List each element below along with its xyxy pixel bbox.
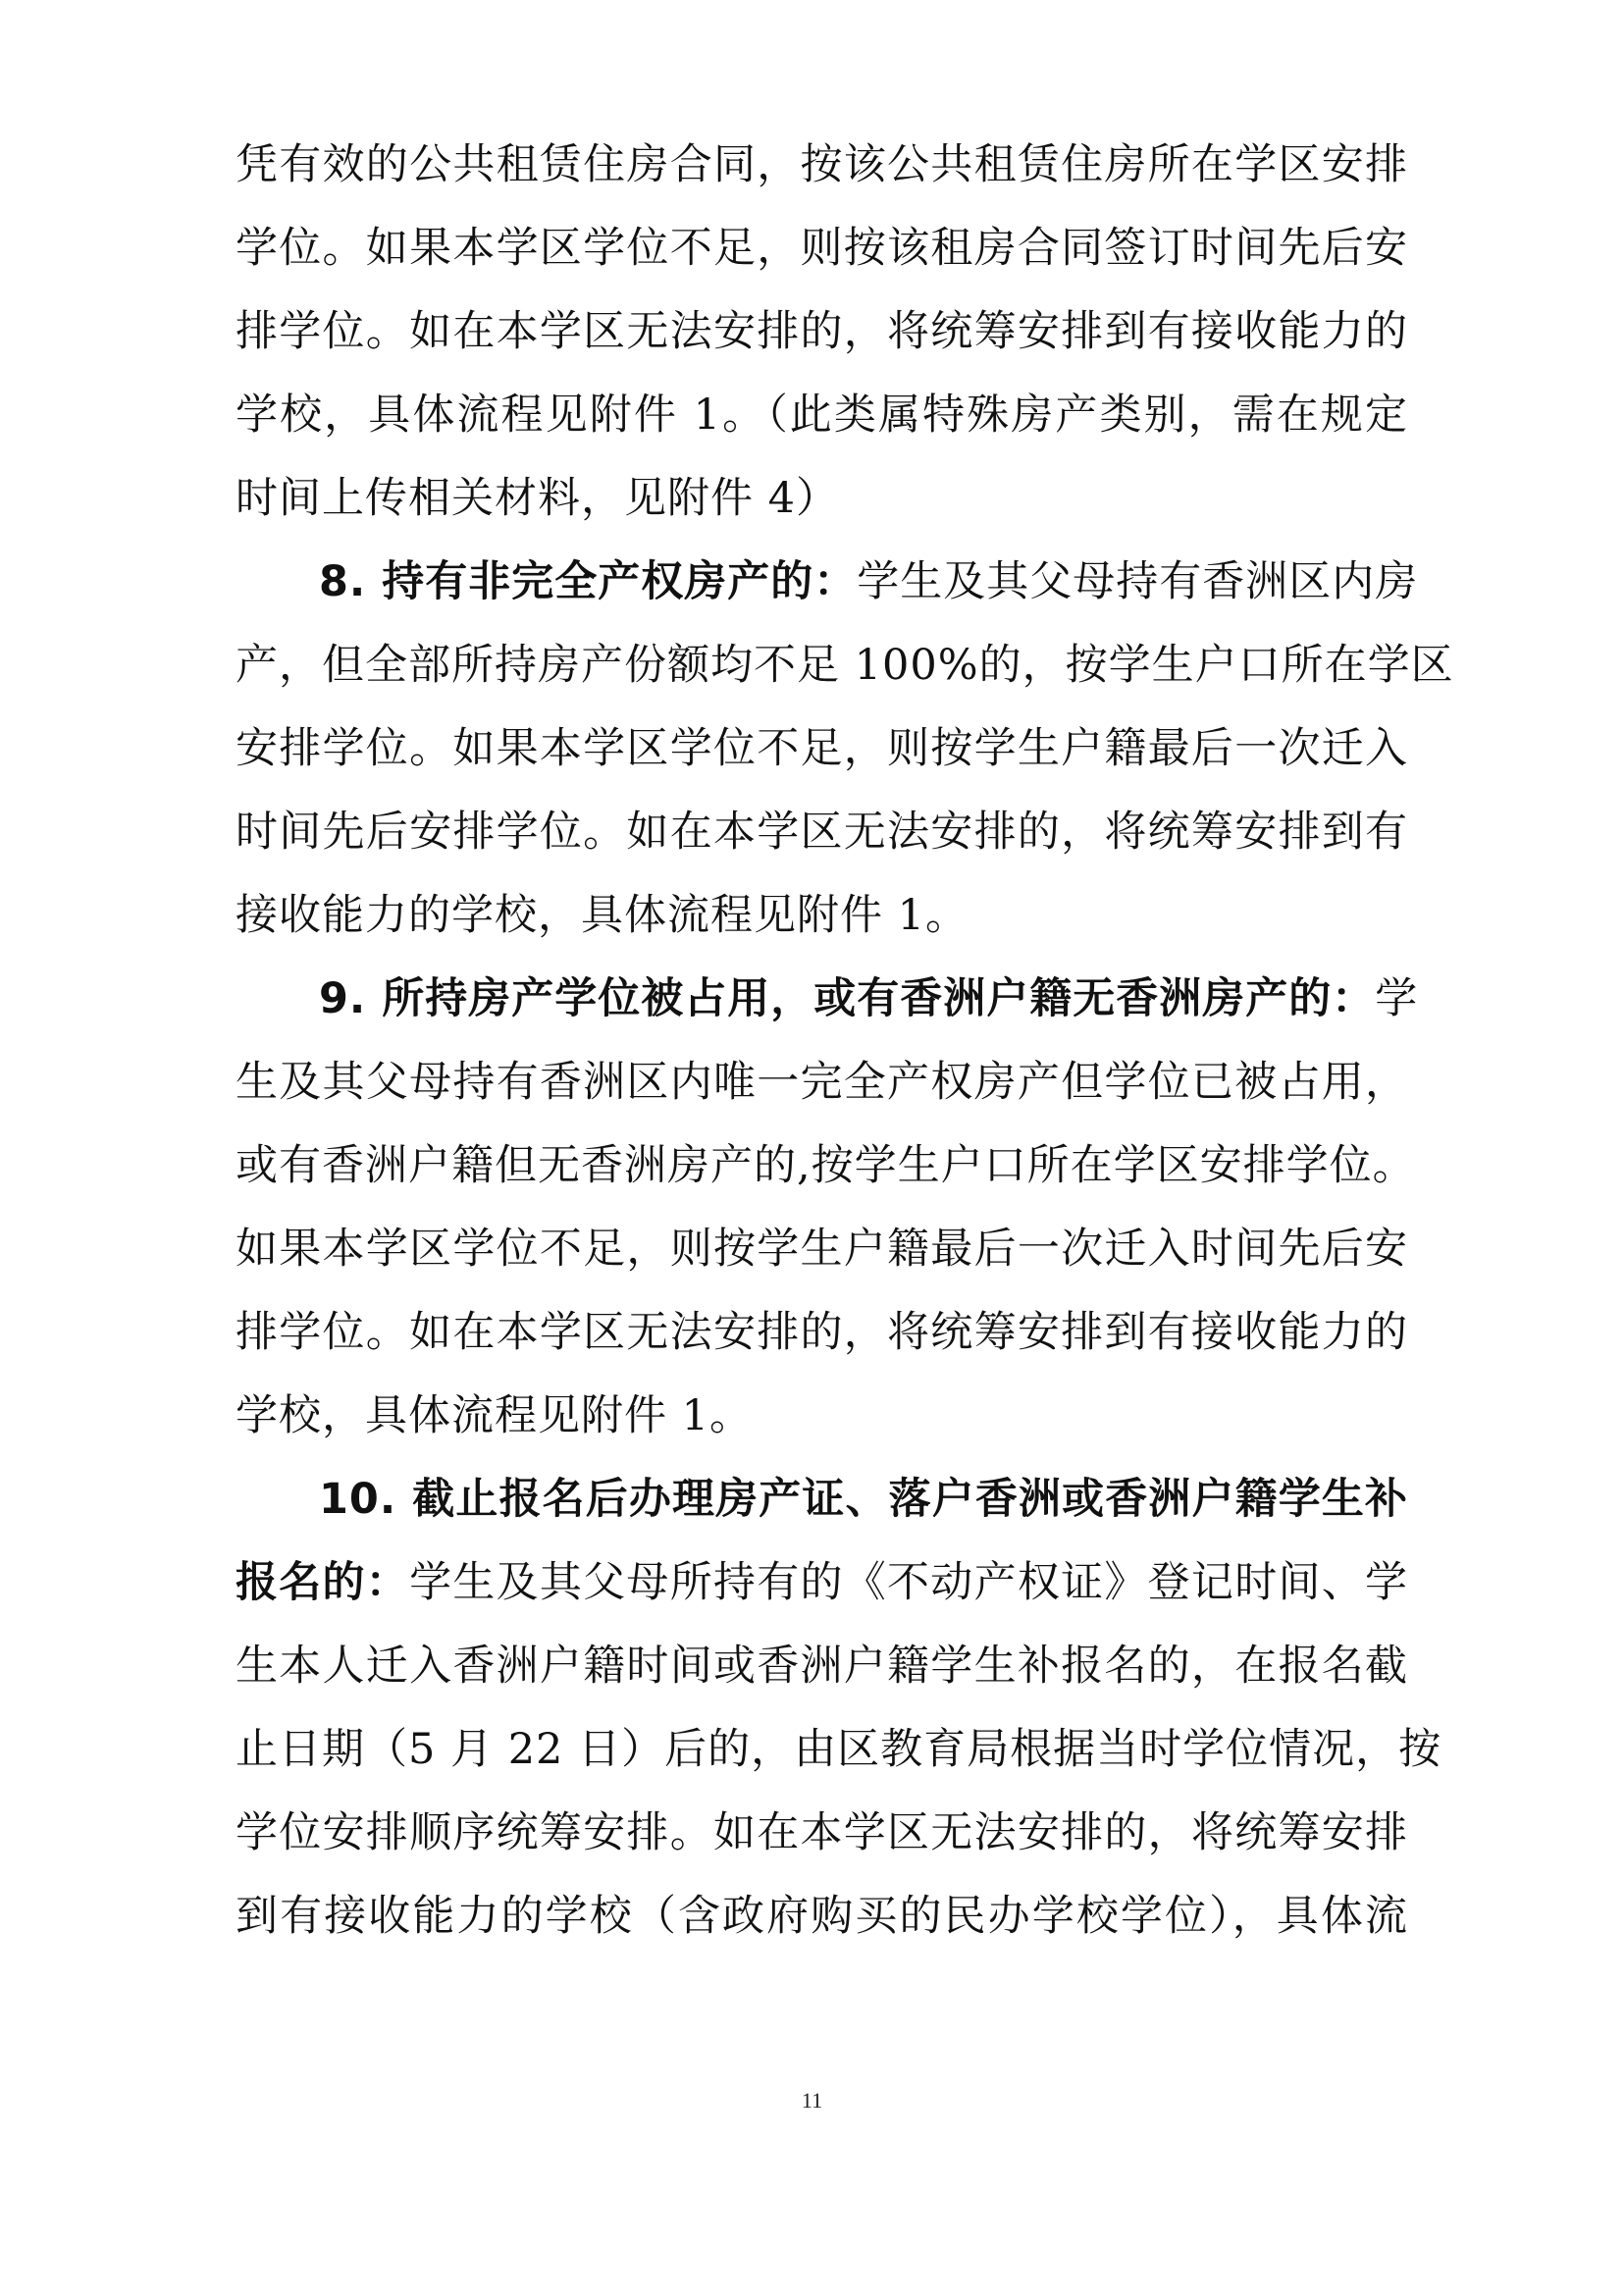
page-number: 11 [801,2088,823,2113]
paragraph-line: 如果本学区学位不足，则按学生户籍最后一次迁入时间先后安 [236,1225,1408,1274]
paragraph-line: 学校，具体流程见附件 1。（此类属特殊房产类别，需在规定 [236,391,1408,440]
paragraph-10-heading-line-2: 报名的： [236,1558,410,1607]
paragraph-9-first-line [319,969,1419,1028]
paragraph-8-first-line [319,552,1419,611]
paragraph-line: 到有接收能力的学校（含政府购买的民办学校学位），具体流 [236,1892,1408,1941]
paragraph-line: 学位。如果本学区学位不足，则按该租房合同签订时间先后安 [236,224,1408,273]
paragraph-8-heading: 8. 持有非完全产权房产的： [319,557,858,606]
paragraph-10-second-line [236,1553,1408,1612]
paragraph-10-second-line-text: 学生及其父母所持有的《不动产权证》登记时间、学 [409,1558,1409,1607]
paragraph-line: 生本人迁入香洲户籍时间或香洲户籍学生补报名的，在报名截 [236,1642,1408,1691]
paragraph-line: 排学位。如在本学区无法安排的，将统筹安排到有接收能力的 [236,307,1408,356]
paragraph-line: 排学位。如在本学区无法安排的，将统筹安排到有接收能力的 [236,1308,1408,1357]
paragraph-line: 产，但全部所持房产份额均不足 100%的，按学生户口所在学区 [236,641,1454,690]
paragraph-line: 安排学位。如果本学区学位不足，则按学生户籍最后一次迁入 [236,724,1408,773]
paragraph-line: 或有香洲户籍但无香洲房产的,按学生户口所在学区安排学位。 [236,1141,1416,1190]
paragraph-line: 学位安排顺序统筹安排。如在本学区无法安排的，将统筹安排 [236,1808,1408,1857]
paragraph-line: 凭有效的公共租赁住房合同，按该公共租赁住房所在学区安排 [236,140,1408,189]
paragraph-10-heading-line-1: 10. 截止报名后办理房产证、落户香洲或香洲户籍学生补 [319,1475,1408,1524]
paragraph-line: 接收能力的学校，具体流程见附件 1。 [236,891,969,940]
paragraph-line: 生及其父母持有香洲区内唯一完全产权房产但学位已被占用， [236,1058,1408,1107]
paragraph-9-first-line-text: 学 [1375,974,1419,1023]
paragraph-line: 学校，具体流程见附件 1。 [236,1391,754,1440]
paragraph-line: 止日期（5 月 22 日）后的，由区教育局根据当时学位情况，按 [236,1725,1442,1774]
paragraph-9-heading: 9. 所持房产学位被占用，或有香洲户籍无香洲房产的： [319,974,1376,1023]
paragraph-8-first-line-text: 学生及其父母持有香洲区内房 [857,557,1419,606]
paragraph-line: 时间上传相关材料，见附件 4） [236,474,840,523]
paragraph-line: 时间先后安排学位。如在本学区无法安排的，将统筹安排到有 [236,808,1408,857]
